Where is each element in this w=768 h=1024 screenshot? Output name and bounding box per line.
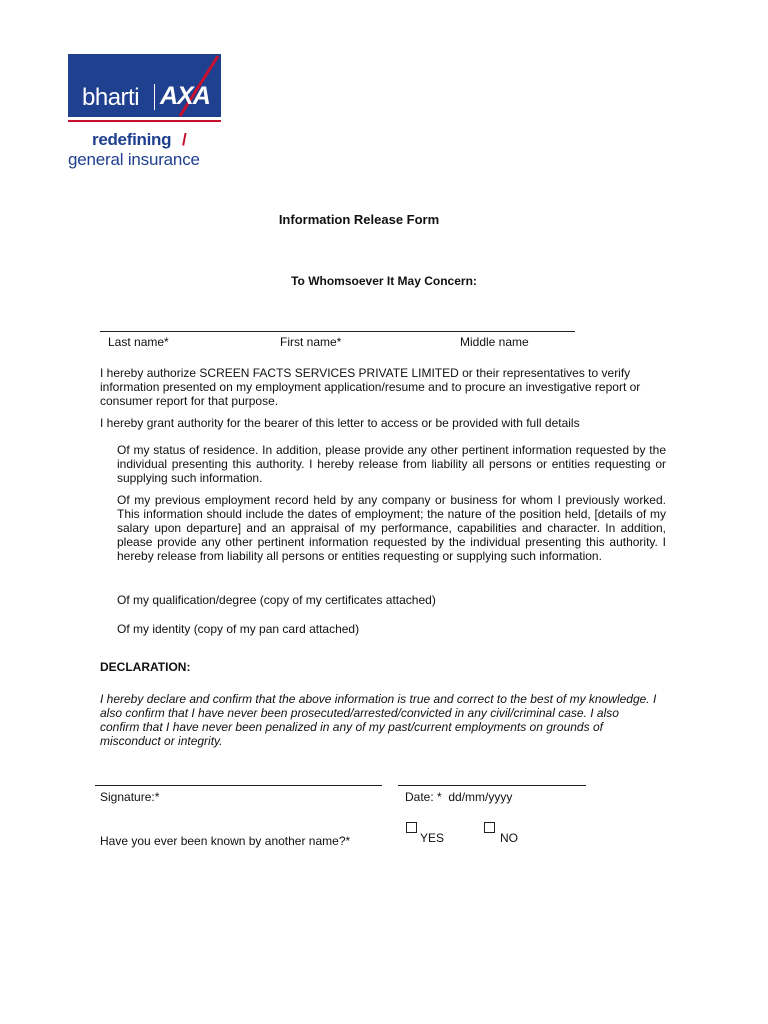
grant-paragraph: I hereby grant authority for the bearer of this letter to access or be provided with full details	[100, 416, 580, 430]
signature-input-line[interactable]	[95, 785, 382, 786]
first-name-label: First name*	[280, 335, 342, 349]
tagline-slash-icon: /	[182, 130, 187, 149]
company-logo	[68, 54, 221, 117]
logo-divider	[154, 84, 155, 110]
date-label: Date: * dd/mm/yyyy	[405, 790, 513, 804]
declaration-heading: DECLARATION:	[100, 660, 191, 674]
logo-rule	[68, 120, 221, 122]
list-item-residence: Of my status of residence. In addition, please provide any other pertinent information requested by the individual presenting this authority. I hereby release from liability all persons or entities requesting or supplying such information.	[117, 443, 666, 485]
yes-checkbox[interactable]	[406, 822, 417, 833]
list-item-employment: Of my previous employment record held by any company or business for whom I previously worked. This information should include the dates of employment; the nature of the position held, [details of my salary upon departure] and an appraisal of my performance, capabilities and character. In addition, please provide any other pertinent information requested by the individual presenting this authority. I hereby release from liability all persons or entities requesting or supplying such information.	[117, 493, 666, 563]
name-input-line[interactable]	[100, 331, 575, 332]
logo-brand-right: AXA	[160, 82, 210, 110]
declaration-text: I hereby declare and confirm that the above information is true and correct to the best of my knowledge. I also confirm that I have never been prosecuted/arrested/convicted in any civil/criminal case. I also confirm that I have never been penalized in any of my past/current employments on grounds of misconduct or integrity.	[100, 692, 657, 748]
signature-label: Signature:*	[100, 790, 160, 804]
yes-label: YES	[420, 831, 445, 845]
logo-brand-left: bharti	[82, 84, 140, 111]
logo-tagline-2: general insurance	[68, 150, 200, 169]
list-item-identity: Of my identity (copy of my pan card attached)	[117, 622, 360, 636]
authorization-paragraph: I hereby authorize SCREEN FACTS SERVICES PRIVATE LIMITED or their representatives to verify information presented on my employment application/resume and to procure an investigative report or consumer report for that purpose.	[100, 366, 641, 408]
list-item-qualification: Of my qualification/degree (copy of my certificates attached)	[117, 593, 436, 607]
no-checkbox[interactable]	[484, 822, 495, 833]
middle-name-label: Middle name	[460, 335, 529, 349]
other-name-question: Have you ever been known by another name?*	[100, 834, 351, 848]
logo-tagline-1: redefining	[92, 130, 172, 149]
no-label: NO	[500, 831, 518, 845]
form-title: Information Release Form	[278, 212, 440, 227]
last-name-label: Last name*	[108, 335, 169, 349]
salutation: To Whomsoever It May Concern:	[291, 274, 477, 288]
date-input-line[interactable]	[398, 785, 586, 786]
